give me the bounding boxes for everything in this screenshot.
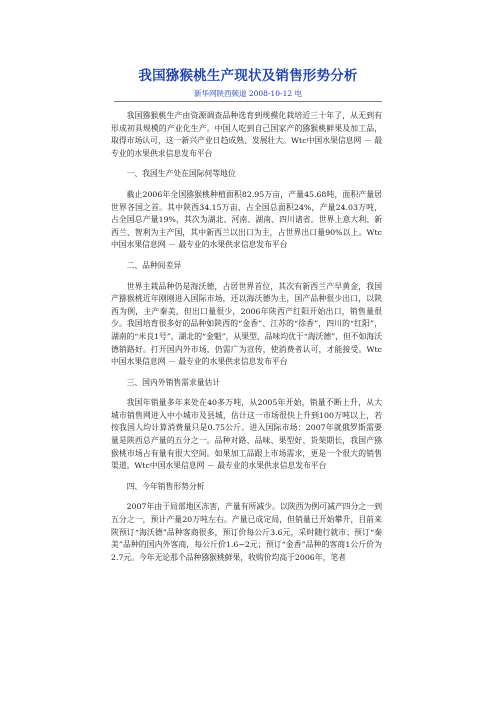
paragraph-section-3: 我国年销量多年来处在40多万吨，从2005年开始，销量不断上升，从大城市销售网进入中小城市及县城，估计这一市场很快上升到100万吨以上，若按我国人均计算消费量只是0.75公斤。进入国际市场：2007年就俄罗斯需要量是陕西总产量的五分之一。品种对路、品味、果型好、货架期长，我国产猕猴桃市场占有量有很大空间。如果加工品跟上市场需求，更是一个很大的销售渠道。Wtc中国水果信息网 － 最专业的水果供求信息发布平台 [111, 398, 382, 471]
article-body [111, 110, 382, 572]
paragraph-section-4: 2007年由于局部地区冻害，产量有所减少。以陕西为例可减产四分之一到五分之一，预计产量20万吨左右。产量已成定局，但销量已开始攀升，目前来陕预订“海沃德”品种客商很多，预订价每公斤3.6元，采时随行就市；预订“秦美”品种的国内外客商，每公斤价1.6~2元；预订“金香”品种的客商1公斤价为2.7元。今年无论那个品种猕猴桃鲜果，收购价均高于2006年，笔者 [111, 502, 382, 562]
section-heading-1: 一、我国生产处在国际何等地位 [126, 169, 236, 179]
paragraph-section-1: 截止2006年全国猕猴桃种植面积82.95万亩，产量45.68吨，面积产量居世界各国之首。其中陕西34.15万亩，占全国总面积24%，产量24.03万吨，占全国总产量19%，其次为湖北、河南、湖南、四川诸省。世界上意大利、新西兰、智利为主产国，其中新西兰以出口为主，占世界出口量90%以上。Wtc中国水果信息网 － 最专业的水果供求信息发布平台 [111, 189, 382, 250]
section-heading-3: 三、国内外销售需求量估计 [126, 377, 221, 387]
section-heading-2: 二、品种间差异 [126, 260, 182, 270]
article-title: 我国猕猴桃生产现状及销售形势分析 [138, 68, 358, 84]
paragraph-section-2: 世界主栽品种仍是海沃德，占居世界首位，其次有新西兰产早黄金，我国产猕猴桃近年刚刚进入国际市场，还以海沃德为主，国产品种很少出口，以陕西为例，主产秦美，但出口量很少，2006年陕西产红阳开始出口，销售量很少。我国培育很多好的品种如陕西的“金香”、江苏的“徐香”，四川的“红阳”，湖南的“米良1号”，湖北的“金魁”，从果型、品味均优于“海沃德”，但不如海沃德销路好。打开国内外市场，仍需广为宣传，使消费者认可，才能接受。Wtc中国水果信息网 － 最专业的水果供求信息发布平台 [111, 281, 382, 367]
article-source-date: 新华网陕西频道 2008-10-12 电 [193, 89, 302, 98]
section-heading-4: 四、今年销售形势分析 [126, 481, 205, 491]
title-divider [114, 101, 382, 102]
paragraph-intro: 我国猕猴桃生产由资源调查品种选育到规模化栽培近三十年了，从无到有形成初具规模的产业化生产。中国人吃到自己国家产的猕猴桃鲜果及加工品，取得市场认可，这一新兴产业日趋成熟、发展壮大。Wtc中国水果信息网 － 最专业的水果供求信息发布平台 [111, 111, 382, 158]
